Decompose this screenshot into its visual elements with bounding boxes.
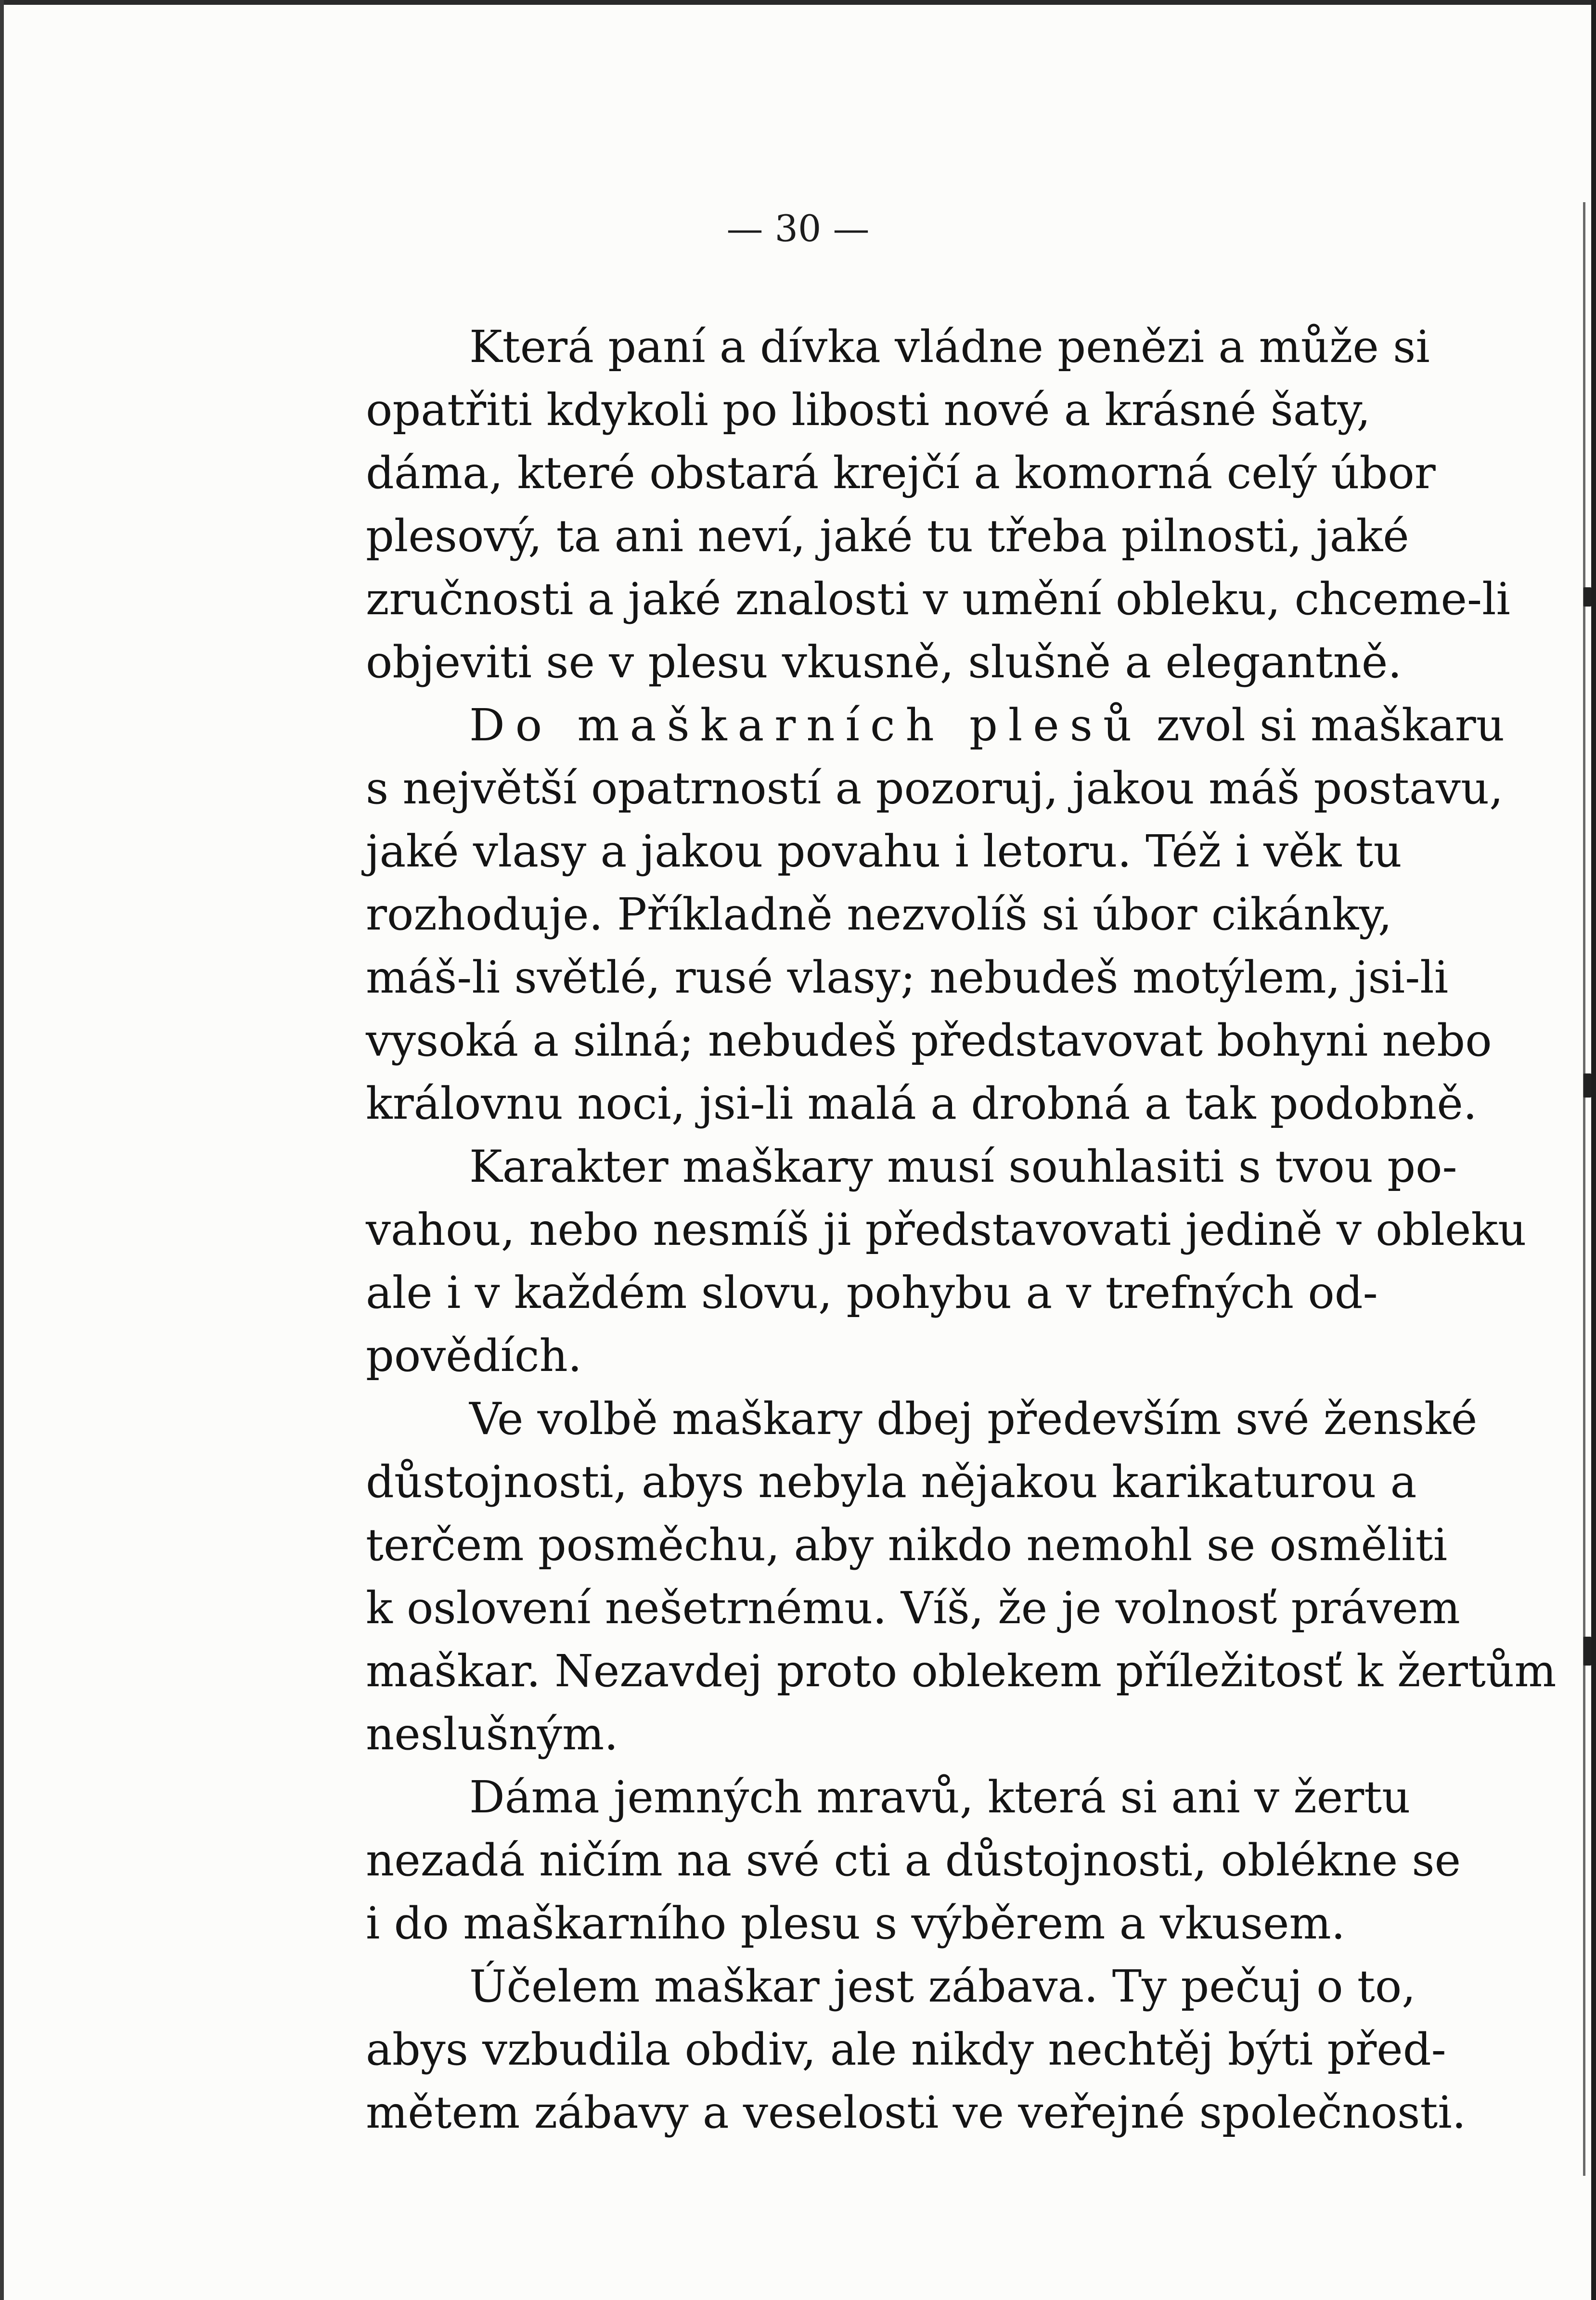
text-line: nezadá ničím na své cti a důstojnosti, oblékne se: [366, 1835, 1461, 1886]
body-text: [262, 315, 1557, 2144]
scan-edge-left: [0, 0, 4, 2300]
text-line-rest: zvol si maškaru: [1142, 699, 1505, 751]
text-line: Karakter maškary musí souhlasiti s tvou po-: [469, 1141, 1457, 1192]
paragraph: [262, 315, 1510, 694]
text-line: neslušným.: [366, 1708, 618, 1760]
text-line: dáma, které obstará krejčí a komorná celý úbor: [366, 447, 1436, 499]
paragraph: [262, 1766, 1461, 1955]
text-line: Která paní a dívka vládne penězi a může si: [469, 321, 1430, 373]
text-line: zručnosti a jaké znalosti v umění obleku, chceme-li: [366, 573, 1510, 625]
text-line: mětem zábavy a veselosti ve veřejné společnosti.: [366, 2087, 1467, 2138]
paragraph: [262, 1387, 1557, 1766]
text-line: vysoká a silná; nebudeš představovat bohyni nebo: [366, 1015, 1492, 1066]
paragraph: [262, 1955, 1467, 2144]
text-line: maškar. Nezavdej proto oblekem příležitosť k žertům: [366, 1645, 1557, 1697]
text-line: povědích.: [366, 1330, 582, 1382]
text-line: Účelem maškar jest zábava. Ty pečuj o to,: [469, 1961, 1416, 2012]
paragraph: [262, 1135, 1527, 1387]
text-line: objeviti se v plesu vkusně, slušně a elegantně.: [366, 636, 1402, 688]
text-line: terčem posměchu, aby nikdo nemohl se osměliti: [366, 1519, 1448, 1571]
text-line: [262, 694, 1505, 757]
text-line: plesový, ta ani neví, jaké tu třeba pilnosti, jaké: [366, 510, 1409, 562]
text-line: abys vzbudila obdiv, ale nikdy nechtěj býti před-: [366, 2024, 1446, 2075]
text-line: vahou, nebo nesmíš ji představovati jedině v obleku: [366, 1204, 1527, 1255]
scan-edge-top: [0, 0, 1596, 5]
text-line: královnu noci, jsi-li malá a drobná a tak podobně.: [366, 1078, 1478, 1129]
scan-notch: [1583, 1073, 1591, 1098]
scan-edge-right: [1591, 0, 1596, 2300]
spaced-lead-text: Do maškarních plesů: [469, 699, 1143, 751]
scan-notch: [1583, 587, 1591, 607]
text-line: opatřiti kdykoli po libosti nové a krásné šaty,: [366, 384, 1371, 436]
text-line: s největší opatrností a pozoruj, jakou máš postavu,: [366, 762, 1504, 814]
page-number: — 30 —: [726, 207, 870, 250]
text-line: i do maškarního plesu s výběrem a vkusem.: [366, 1898, 1345, 1949]
scan-notch: [1583, 1637, 1591, 1666]
text-line: Ve volbě maškary dbej především své ženské: [469, 1393, 1478, 1445]
text-line: jaké vlasy a jakou povahu i letoru. Též i věk tu: [366, 826, 1402, 877]
scan-binding-shadow: [1583, 202, 1585, 2176]
text-line: k oslovení nešetrnému. Víš, že je volnosť právem: [366, 1582, 1460, 1634]
paragraph: [262, 694, 1505, 1135]
text-line: důstojnosti, abys nebyla nějakou karikaturou a: [366, 1456, 1417, 1508]
text-line: máš-li světlé, rusé vlasy; nebudeš motýlem, jsi-li: [366, 952, 1449, 1003]
text-line: ale i v každém slovu, pohybu a v trefných od-: [366, 1267, 1378, 1318]
text-line: rozhoduje. Příkladně nezvolíš si úbor cikánky,: [366, 889, 1392, 940]
text-line: Dáma jemných mravů, která si ani v žertu: [469, 1771, 1411, 1823]
